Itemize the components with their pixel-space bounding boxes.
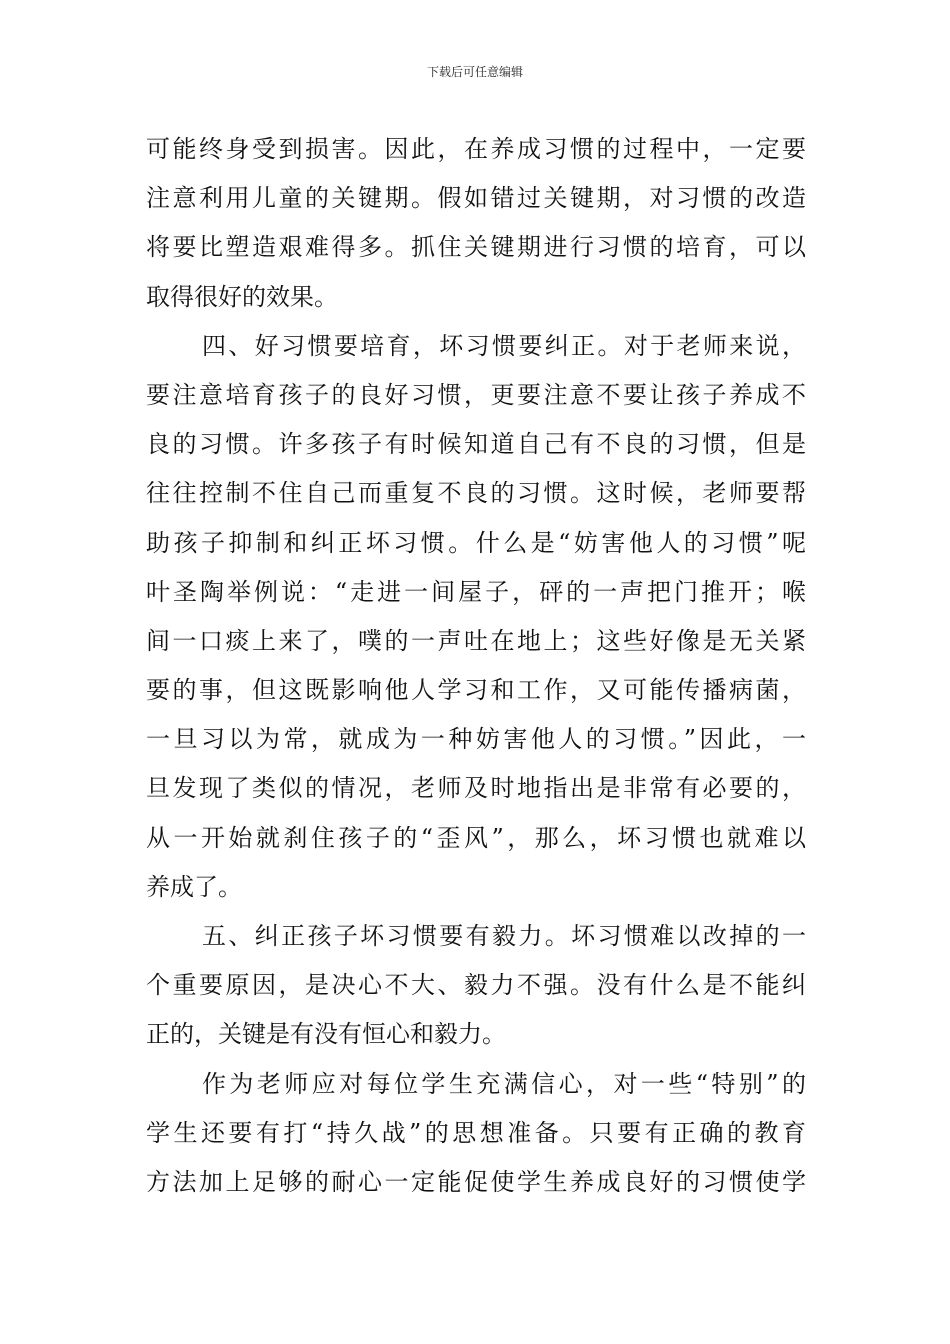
text-line: 良的习惯。许多孩子有时候知道自己有不良的习惯，但是 <box>146 430 806 459</box>
text-line: 养成了。 <box>146 872 242 901</box>
text-line: 从一开始就刹住孩子的“歪风”，那么，坏习惯也就难以 <box>146 823 806 852</box>
text-line: 方法加上足够的耐心一定能促使学生养成良好的习惯使学 <box>146 1167 806 1196</box>
text-line: 将要比塑造艰难得多。抓住关键期进行习惯的培育，可以 <box>146 233 806 262</box>
paragraph-start-line: 四、好习惯要培育，坏习惯要纠正。对于老师来说， <box>202 331 806 360</box>
text-line: 往往控制不住自己而重复不良的习惯。这时候，老师要帮 <box>146 479 806 508</box>
text-line: 一旦习以为常，就成为一种妨害他人的习惯。”因此，一 <box>146 725 806 754</box>
text-line: 学生还要有打“持久战”的思想准备。只要有正确的教育 <box>146 1118 806 1147</box>
text-line: 注意利用儿童的关键期。假如错过关键期，对习惯的改造 <box>146 184 806 213</box>
text-line: 间一口痰上来了，噗的一声吐在地上；这些好像是无关紧 <box>146 626 806 655</box>
text-line: 可能终身受到损害。因此，在养成习惯的过程中，一定要 <box>146 135 806 163</box>
text-line: 取得很好的效果。 <box>146 282 338 311</box>
text-line: 正的，关键是有没有恒心和毅力。 <box>146 1020 506 1049</box>
text-line: 个重要原因，是决心不大、毅力不强。没有什么是不能纠 <box>146 971 806 1000</box>
paragraph-start-line: 作为老师应对每位学生充满信心，对一些“特别”的 <box>202 1069 806 1098</box>
page-header: 下载后可任意编辑 <box>426 65 523 79</box>
text-line: 叶圣陶举例说：“走进一间屋子，砰的一声把门推开；喉 <box>146 577 806 606</box>
paragraph-start-line: 五、纠正孩子坏习惯要有毅力。坏习惯难以改掉的一 <box>202 922 806 950</box>
text-line: 要的事，但这既影响他人学习和工作，又可能传播病菌， <box>146 676 806 705</box>
text-line: 助孩子抑制和纠正坏习惯。什么是“妨害他人的习惯”呢 <box>146 528 806 557</box>
text-line: 要注意培育孩子的良好习惯，更要注意不要让孩子养成不 <box>146 380 806 409</box>
body-text <box>146 125 806 1207</box>
text-line: 旦发现了类似的情况，老师及时地指出是非常有必要的， <box>146 774 806 803</box>
